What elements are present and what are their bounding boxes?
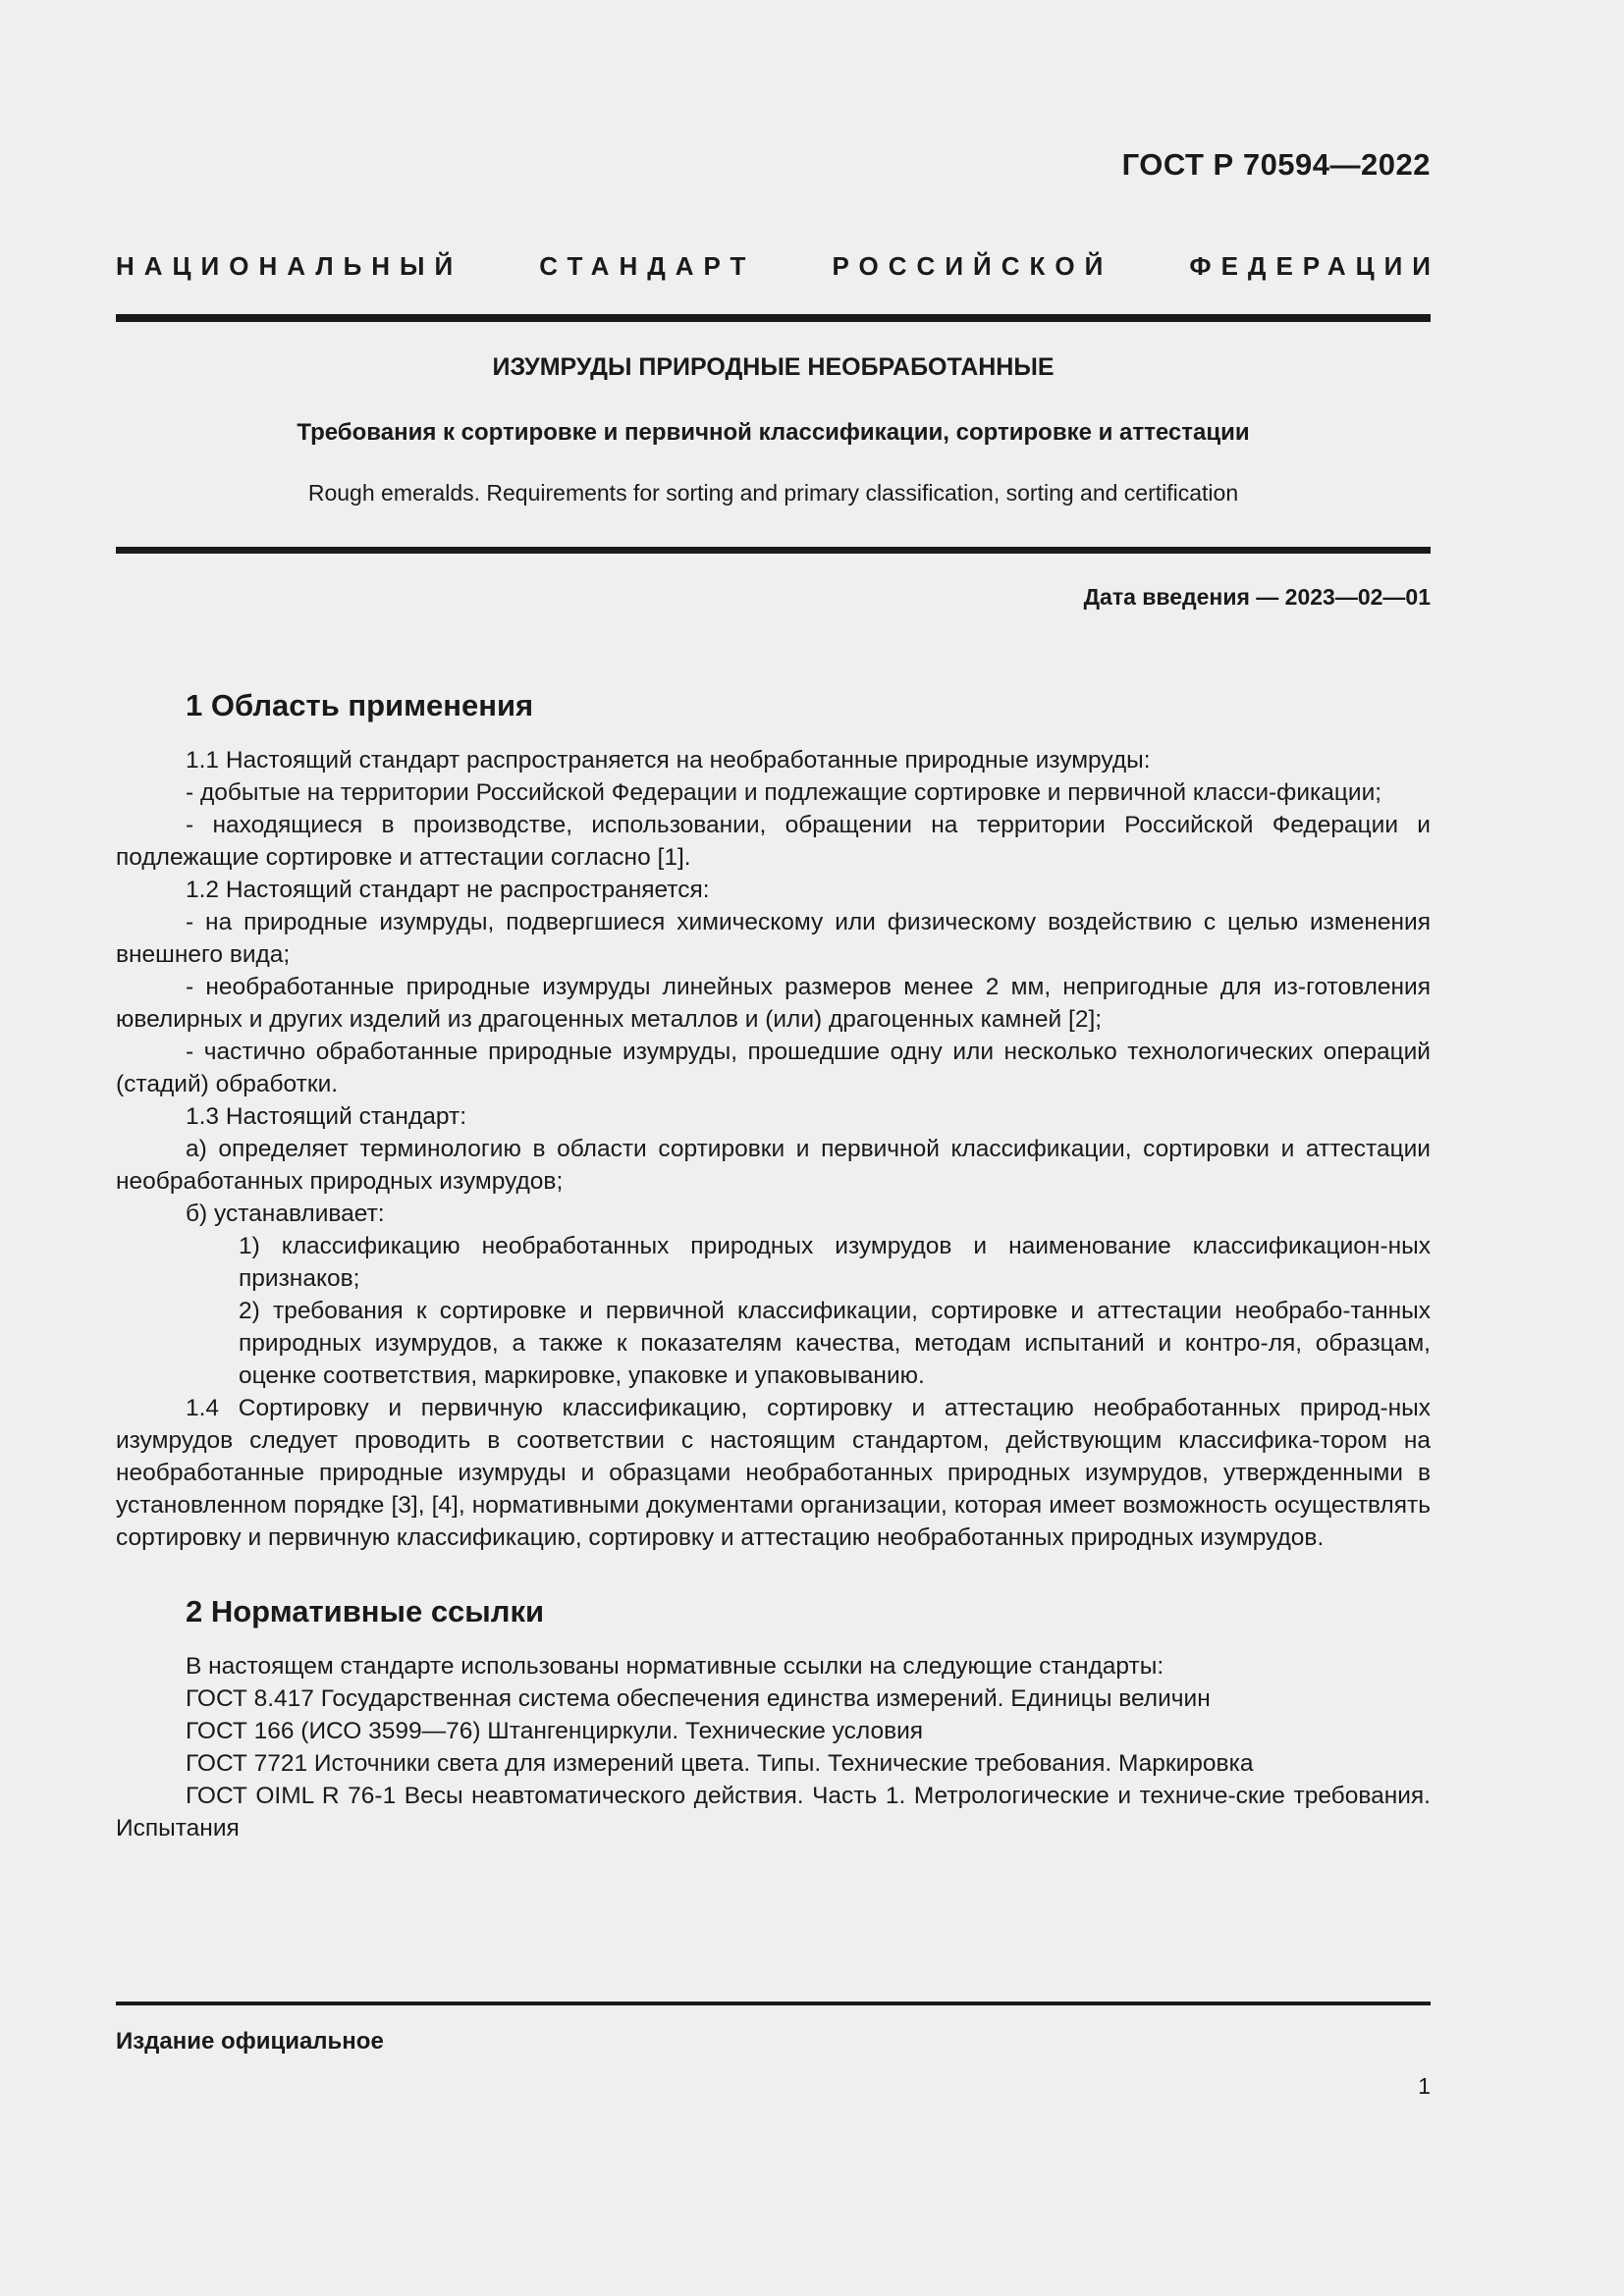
sub-list-item: 2) требования к сортировке и первичной классификации, сортировке и аттестации необрабо-танных природных изумрудов, а также к показателям качества, методам испытаний и контро-ля, образцам, оценке соответствия, маркировке, упаковке и упаковыванию. bbox=[239, 1298, 1431, 1389]
list-item: - находящиеся в производстве, использовании, обращении на территории Российской Федерации и подлежащие сортировке и аттестации согласно [1]. bbox=[116, 812, 1431, 871]
reference-item: ГОСТ OIML R 76-1 Весы неавтоматического действия. Часть 1. Метрологические и техниче-ские требования. Испытания bbox=[116, 1783, 1431, 1842]
standard-subtitle: Требования к сортировке и первичной классификации, сортировке и аттестации bbox=[297, 419, 1250, 446]
paragraph-1-2: 1.2 Настоящий стандарт не распространяется: bbox=[186, 877, 710, 903]
official-edition-label: Издание официальное bbox=[116, 2028, 384, 2055]
paragraph-1-3: 1.3 Настоящий стандарт: bbox=[186, 1103, 466, 1130]
top-rule bbox=[116, 314, 1431, 322]
middle-rule bbox=[116, 547, 1431, 554]
reference-item: ГОСТ 7721 Источники света для измерений цвета. Типы. Технические требования. Маркировка bbox=[186, 1750, 1254, 1777]
bottom-rule bbox=[116, 2002, 1431, 2005]
paragraph-1-4: 1.4 Сортировку и первичную классификацию, сортировку и аттестацию необработанных природ-ных изумрудов следует проводить в соответствии с настоящим стандартом, действующим классифика-тором на необработанные природные изумруды и образцами необработанных природных изумрудов, утвержденными в установленном порядке [3], [4], нормативными документами организации, которая имеет возможность осуществлять сортировку и первичную классификацию, сортировку и аттестацию необработанных природных изумрудов. bbox=[116, 1395, 1431, 1551]
standard-title-english: Rough emeralds. Requirements for sorting and primary classification, sorting and certification bbox=[307, 480, 1239, 506]
document-body bbox=[116, 687, 1431, 1844]
reference-item: ГОСТ 8.417 Государственная система обеспечения единства измерений. Единицы величин bbox=[186, 1685, 1211, 1712]
references-intro: В настоящем стандарте использованы нормативные ссылки на следующие стандарты: bbox=[186, 1653, 1164, 1680]
section-2-heading: 2 Нормативные ссылки bbox=[186, 1594, 545, 1629]
introduction-date: Дата введения — 2023—02—01 bbox=[1083, 584, 1431, 610]
reference-item: ГОСТ 166 (ИСО 3599—76) Штангенциркули. Технические условия bbox=[186, 1718, 924, 1744]
page-number: 1 bbox=[1418, 2073, 1431, 2099]
document-number: ГОСТ Р 70594—2022 bbox=[1121, 147, 1431, 182]
document-page bbox=[116, 0, 1440, 2296]
section-1-heading: 1 Область применения bbox=[186, 688, 534, 722]
paragraph-1-1: 1.1 Настоящий стандарт распространяется на необработанные природные изумруды: bbox=[186, 747, 1151, 774]
sub-list-item: 1) классификацию необработанных природных изумрудов и наименование классификацион-ных признаков; bbox=[239, 1233, 1431, 1292]
list-item: - на природные изумруды, подвергшиеся химическому или физическому воздействию с целью изменения внешнего вида; bbox=[116, 909, 1431, 968]
standard-title: ИЗУМРУДЫ ПРИРОДНЫЕ НЕОБРАБОТАННЫЕ bbox=[492, 353, 1055, 381]
national-standard-banner: НАЦИОНАЛЬНЫЙ СТАНДАРТ РОССИЙСКОЙ ФЕДЕРАЦИИ bbox=[116, 251, 1440, 281]
list-item: - необработанные природные изумруды линейных размеров менее 2 мм, непригодные для из-готовления ювелирных и других изделий из драгоценных металлов и (или) драгоценных камней [2]; bbox=[116, 974, 1431, 1033]
list-item: - частично обработанные природные изумруды, прошедшие одну или несколько технологических операций (стадий) обработки. bbox=[116, 1039, 1431, 1097]
list-item: б) устанавливает: bbox=[186, 1201, 385, 1227]
list-item: а) определяет терминологию в области сортировки и первичной классификации, сортировки и аттестации необработанных природных изумрудов; bbox=[116, 1136, 1431, 1195]
list-item: - добытые на территории Российской Федерации и подлежащие сортировке и первичной класси-фикации; bbox=[186, 779, 1382, 806]
